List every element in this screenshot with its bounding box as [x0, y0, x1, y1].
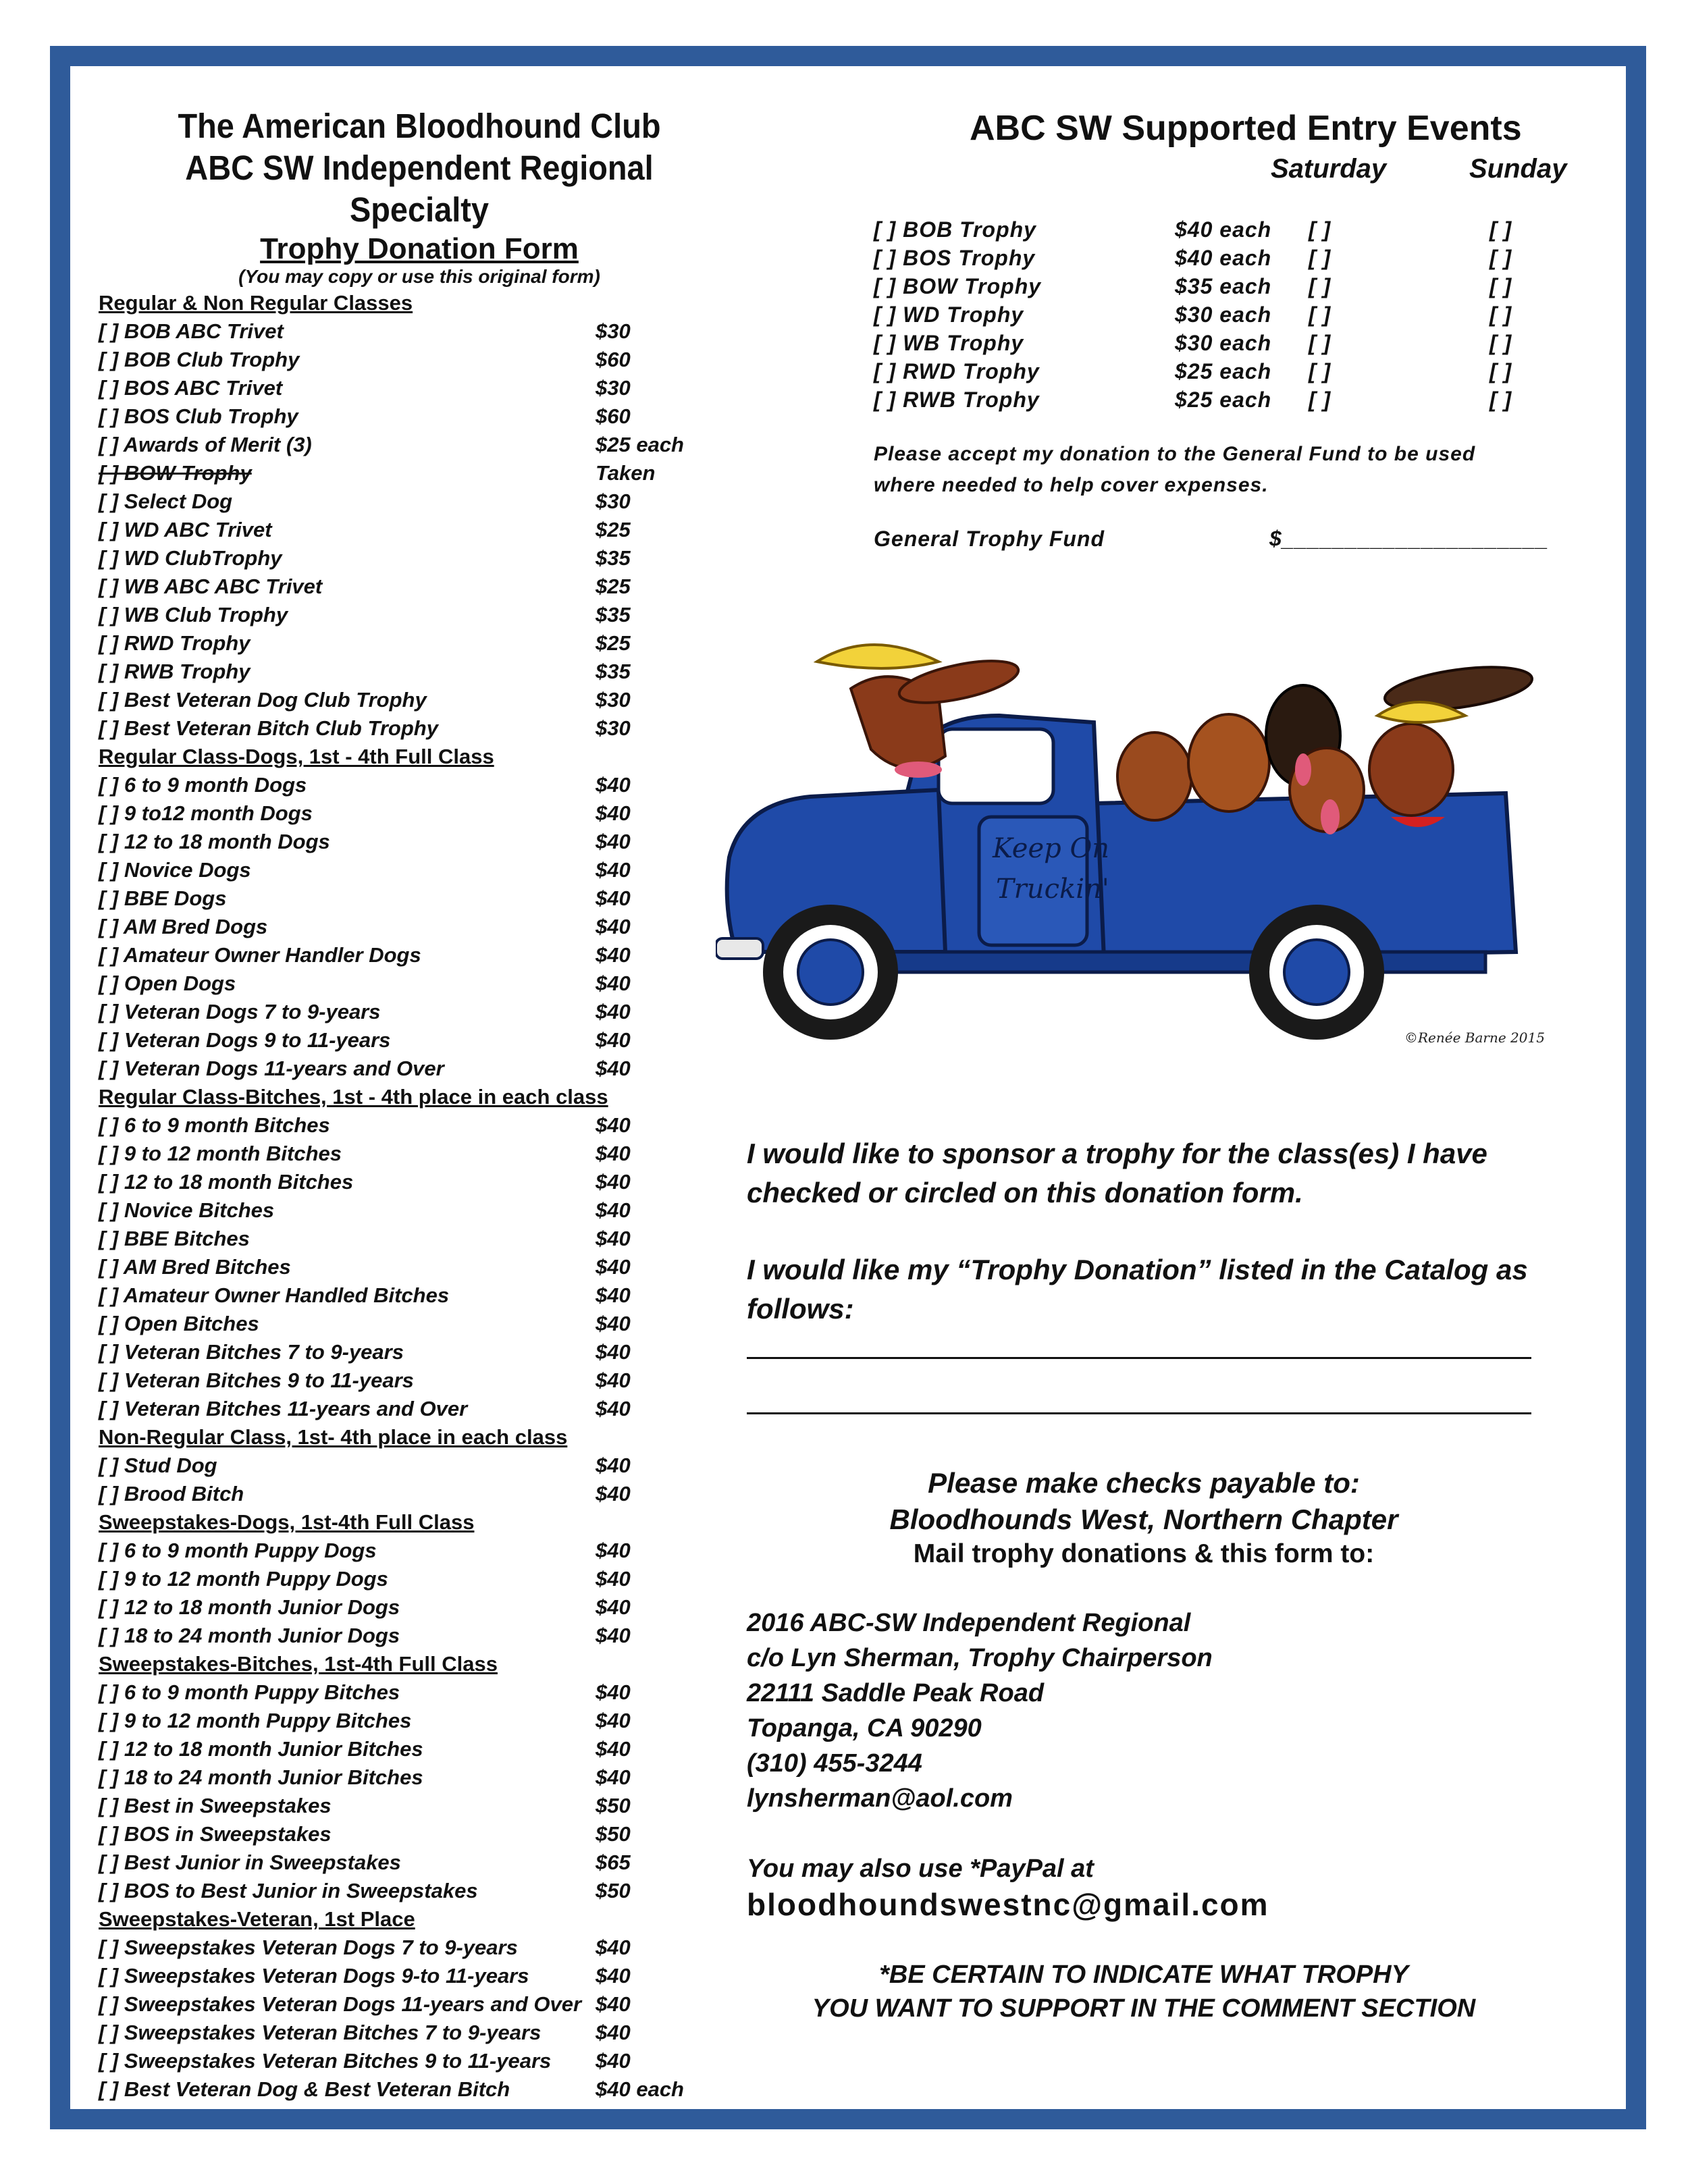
trophy-amount: $40 — [596, 1397, 631, 1420]
paypal-line: You may also use *PayPal at — [747, 1855, 1094, 1883]
trophy-amount: $50 — [596, 1822, 631, 1846]
trophy-label: [ ] 6 to 9 month Bitches — [99, 1113, 330, 1137]
trophy-label: [ ] Stud Dog — [99, 1454, 217, 1477]
trophy-amount: $30 — [596, 376, 631, 400]
trophy-label: [ ] 9 to 12 month Puppy Dogs — [99, 1567, 388, 1591]
trophy-label: [ ] Best Veteran Dog & Best Veteran Bitch — [99, 2077, 510, 2101]
catalog-listing-line-2[interactable] — [747, 1412, 1531, 1414]
trophy-row[interactable] — [99, 1168, 740, 1196]
sunday-header: Sunday — [1469, 154, 1567, 184]
trophy-label: [ ] 12 to 18 month Junior Bitches — [99, 1737, 423, 1761]
section-header: Sweepstakes-Dogs, 1st-4th Full Class — [99, 1510, 475, 1534]
bloodhounds-truck-illustration — [716, 635, 1553, 1067]
trophy-label: [ ] 9 to 12 month Puppy Bitches — [99, 1709, 412, 1732]
saturday-checkbox[interactable]: [ ] — [1309, 274, 1331, 298]
running-board — [810, 952, 1485, 972]
trophy-row[interactable] — [99, 1962, 740, 1990]
trophy-label: [ ] Sweepstakes Veteran Dogs 7 to 9-years — [99, 1936, 518, 1959]
trophy-amount: $40 — [596, 1737, 631, 1761]
trophy-amount: $25 — [596, 575, 631, 598]
event-label: [ ] BOW Trophy — [874, 274, 1042, 298]
form-title: Trophy Donation Form — [260, 232, 579, 265]
trophy-label: [ ] Amateur Owner Handled Bitches — [99, 1283, 450, 1307]
trophy-label: [ ] 12 to 18 month Junior Dogs — [99, 1595, 400, 1619]
trophy-label: [ ] WB Club Trophy — [99, 603, 288, 627]
trophy-amount: $40 — [596, 830, 631, 853]
trophy-label: [ ] Veteran Bitches 11-years and Over — [99, 1397, 468, 1420]
trophy-amount: $40 — [596, 1142, 631, 1165]
trophy-amount: $30 — [596, 716, 631, 740]
sponsor-line-4: follows: — [747, 1293, 854, 1325]
sponsor-line-1: I would like to sponsor a trophy for the class(es) I have — [747, 1138, 1487, 1169]
trophy-label: [ ] Novice Bitches — [99, 1198, 275, 1222]
trophy-amount: $25 — [596, 518, 631, 541]
trophy-amount: $40 — [596, 1595, 631, 1619]
trophy-row[interactable] — [99, 1792, 740, 1820]
trophy-row[interactable] — [99, 1055, 740, 1083]
trophy-amount: $40 — [596, 1964, 631, 1988]
trophy-amount: $50 — [596, 1879, 631, 1902]
trophy-row[interactable] — [99, 941, 740, 969]
trophy-amount: $40 — [596, 971, 631, 995]
trophy-row[interactable] — [99, 884, 740, 913]
trophy-row[interactable] — [99, 1395, 740, 1423]
trophy-amount: $40 — [596, 943, 631, 967]
trophy-row[interactable] — [99, 544, 740, 572]
trophy-amount: $40 — [596, 1312, 631, 1335]
trophy-label: [ ] Amateur Owner Handler Dogs — [99, 943, 421, 967]
trophy-amount: $50 — [596, 1794, 631, 1817]
trophy-label: [ ] BOW Trophy — [99, 461, 252, 485]
trophy-amount: $40 — [596, 886, 631, 910]
trophy-amount: $40 — [596, 1198, 631, 1222]
trophy-amount: $40 — [596, 1624, 631, 1647]
trophy-row[interactable] — [99, 2019, 740, 2047]
sunday-checkbox[interactable]: [ ] — [1489, 302, 1512, 327]
general-fund-amount[interactable]: $_____________________ — [1269, 527, 1549, 551]
section-header: Regular Class-Bitches, 1st - 4th place in each class — [99, 1085, 608, 1109]
trophy-row[interactable] — [99, 317, 740, 346]
trophy-label: [ ] Brood Bitch — [99, 1482, 244, 1506]
trophy-row[interactable] — [99, 828, 740, 856]
trophy-amount: $40 — [596, 2021, 631, 2044]
event-price: $35 each — [1175, 274, 1272, 298]
event-price: $25 each — [1175, 359, 1272, 383]
trophy-label: [ ] BOS to Best Junior in Sweepstakes — [99, 1879, 478, 1902]
trophy-row[interactable] — [99, 1565, 740, 1593]
door-text-truckin: Truckin' — [996, 874, 1109, 905]
trophy-label: [ ] Best Junior in Sweepstakes — [99, 1850, 401, 1874]
trophy-amount: $35 — [596, 546, 631, 570]
saturday-checkbox[interactable]: [ ] — [1309, 388, 1331, 412]
trophy-row[interactable] — [99, 1196, 740, 1225]
event-price: $40 each — [1175, 217, 1272, 242]
trophy-row[interactable] — [99, 1820, 740, 1848]
trophy-row[interactable] — [99, 1877, 740, 1905]
sponsor-line-3: I would like my “Trophy Donation” listed in the Catalog as — [747, 1254, 1528, 1285]
trophy-label: [ ] Veteran Bitches 7 to 9-years — [99, 1340, 404, 1364]
trophy-row[interactable] — [99, 1451, 740, 1480]
trophy-amount: $40 — [596, 858, 631, 882]
trophy-amount: $40 — [596, 1567, 631, 1591]
section-header: Sweepstakes-Veteran, 1st Place — [99, 1907, 415, 1931]
trophy-row[interactable] — [99, 402, 740, 431]
trophy-row[interactable] — [99, 1026, 740, 1055]
trophy-amount: $40 — [596, 1539, 631, 1562]
trophy-row[interactable] — [99, 1934, 740, 1962]
door-text-keep-on: Keep On — [993, 833, 1110, 864]
trophy-list — [99, 289, 740, 2104]
trophy-label: [ ] Best Veteran Bitch Club Trophy — [99, 716, 438, 740]
trophy-amount: $65 — [596, 1850, 631, 1874]
payable-line-3: Mail trophy donations & this form to: — [913, 1539, 1375, 1568]
sunday-checkbox[interactable]: [ ] — [1489, 217, 1512, 242]
saturday-checkbox[interactable]: [ ] — [1309, 331, 1331, 355]
front-wheel-icon — [763, 905, 898, 1040]
address-line-2: c/o Lyn Sherman, Trophy Chairperson — [747, 1644, 1213, 1672]
trophy-amount: $40 — [596, 1113, 631, 1137]
trophy-amount: $40 — [596, 2049, 631, 2073]
front-bumper — [716, 938, 763, 959]
trophy-amount: $35 — [596, 660, 631, 683]
general-fund-label: General Trophy Fund — [874, 527, 1105, 551]
trophy-amount: $40 — [596, 1000, 631, 1023]
trophy-amount: $30 — [596, 319, 631, 343]
trophy-row[interactable] — [99, 1735, 740, 1763]
trophy-label: [ ] BBE Bitches — [99, 1227, 250, 1250]
sponsor-line-2: checked or circled on this donation form. — [747, 1177, 1303, 1208]
trophy-amount: $40 — [596, 1227, 631, 1250]
trophy-row[interactable] — [99, 1990, 740, 2019]
event-label: [ ] WD Trophy — [874, 302, 1024, 327]
trophy-amount: Taken — [596, 461, 656, 485]
trophy-label: [ ] 12 to 18 month Dogs — [99, 830, 330, 853]
trophy-row[interactable] — [99, 431, 740, 459]
trophy-row[interactable] — [99, 1480, 740, 1508]
trophy-amount: $40 — [596, 1368, 631, 1392]
trophy-amount: $40 each — [596, 2077, 684, 2101]
payable-line-1: Please make checks payable to: — [928, 1467, 1360, 1499]
event-price: $25 each — [1175, 388, 1272, 412]
trophy-row[interactable] — [99, 1253, 740, 1281]
trophy-amount: $40 — [596, 1680, 631, 1704]
trophy-label: [ ] BOS in Sweepstakes — [99, 1822, 332, 1846]
trophy-amount: $40 — [596, 1454, 631, 1477]
saturday-checkbox[interactable]: [ ] — [1309, 246, 1331, 270]
trophy-label: [ ] 9 to 12 month Bitches — [99, 1142, 342, 1165]
section-header: Non-Regular Class, 1st- 4th place in each class — [99, 1425, 568, 1449]
address-phone: (310) 455-3244 — [747, 1749, 922, 1778]
trophy-label: [ ] 12 to 18 month Bitches — [99, 1170, 354, 1194]
trophy-row[interactable] — [99, 686, 740, 714]
trophy-row[interactable] — [99, 1707, 740, 1735]
trophy-row[interactable] — [99, 1678, 740, 1707]
saturday-checkbox[interactable]: [ ] — [1309, 302, 1331, 327]
trophy-row[interactable] — [99, 1281, 740, 1310]
address-line-4: Topanga, CA 90290 — [747, 1714, 982, 1742]
trophy-amount: $40 — [596, 801, 631, 825]
trophy-row[interactable] — [99, 1111, 740, 1140]
trophy-row[interactable] — [99, 714, 740, 743]
trophy-amount: $40 — [596, 915, 631, 938]
trophy-amount: $40 — [596, 1936, 631, 1959]
trophy-row[interactable] — [99, 1763, 740, 1792]
trophy-label: [ ] RWD Trophy — [99, 631, 250, 655]
event-label: [ ] BOB Trophy — [874, 217, 1036, 242]
club-title: The American Bloodhound Club — [178, 107, 661, 145]
donation-list-column — [99, 105, 740, 2104]
trophy-label: [ ] Sweepstakes Veteran Bitches 9 to 11-years — [99, 2049, 552, 2073]
event-price: $30 each — [1175, 302, 1272, 327]
trophy-row[interactable] — [99, 2075, 740, 2104]
trophy-row[interactable] — [99, 1225, 740, 1253]
trophy-amount: $40 — [596, 1340, 631, 1364]
trophy-row[interactable] — [99, 572, 740, 601]
trophy-row[interactable] — [99, 374, 740, 402]
trophy-label: [ ] 6 to 9 month Puppy Dogs — [99, 1539, 377, 1562]
trophy-amount: $40 — [596, 1028, 631, 1052]
trophy-label: [ ] BOB ABC Trivet — [99, 319, 284, 343]
trophy-row[interactable] — [99, 2047, 740, 2075]
catalog-listing-line-1[interactable] — [747, 1357, 1531, 1359]
trophy-amount: $40 — [596, 1057, 631, 1080]
trophy-row[interactable] — [99, 856, 740, 884]
event-label: [ ] BOS Trophy — [874, 246, 1036, 270]
trophy-row[interactable] — [99, 799, 740, 828]
trophy-row[interactable] — [99, 771, 740, 799]
trophy-amount: $40 — [596, 773, 631, 797]
trophy-amount: $40 — [596, 1709, 631, 1732]
cab-window — [939, 729, 1053, 803]
trophy-row[interactable] — [99, 658, 740, 686]
trophy-label: [ ] BOS Club Trophy — [99, 404, 298, 428]
trophy-label: [ ] 9 to12 month Dogs — [99, 801, 313, 825]
trophy-row[interactable] — [99, 629, 740, 658]
section-header: Regular Class-Dogs, 1st - 4th Full Class — [99, 745, 494, 768]
saturday-header: Saturday — [1271, 154, 1387, 184]
trophy-amount: $40 — [596, 1170, 631, 1194]
trophy-label: [ ] Sweepstakes Veteran Dogs 11-years and Over — [99, 1992, 582, 2016]
general-fund-note: Please accept my donation to the General Fund to be used where needed to help cover expenses. — [874, 443, 1476, 496]
address-line-1: 2016 ABC-SW Independent Regional — [747, 1609, 1191, 1637]
footer-line-2: YOU WANT TO SUPPORT IN THE COMMENT SECTION — [812, 1994, 1476, 2023]
trophy-amount: $40 — [596, 1992, 631, 2016]
trophy-row[interactable] — [99, 1338, 740, 1366]
trophy-label: [ ] Veteran Dogs 7 to 9-years — [99, 1000, 381, 1023]
saturday-checkbox[interactable]: [ ] — [1309, 217, 1331, 242]
trophy-label: [ ] 6 to 9 month Puppy Bitches — [99, 1680, 400, 1704]
trophy-label: [ ] Open Bitches — [99, 1312, 259, 1335]
trophy-row[interactable] — [99, 1537, 740, 1565]
trophy-label: [ ] Veteran Dogs 11-years and Over — [99, 1057, 444, 1080]
trophy-label: [ ] Open Dogs — [99, 971, 236, 995]
trophy-row[interactable] — [99, 1848, 740, 1877]
trophy-amount: $40 — [596, 1283, 631, 1307]
trophy-label: [ ] WB ABC ABC Trivet — [99, 575, 323, 598]
artist-signature: ©Renée Barne 2015 — [1404, 1030, 1545, 1046]
trophy-amount: $60 — [596, 404, 631, 428]
trophy-label: [ ] Select Dog — [99, 489, 233, 513]
trophy-amount: $25 each — [596, 433, 684, 456]
trophy-row[interactable] — [99, 913, 740, 941]
trophy-amount: $25 — [596, 631, 631, 655]
trophy-row[interactable] — [99, 1310, 740, 1338]
trophy-label: [ ] Sweepstakes Veteran Bitches 7 to 9-years — [99, 2021, 542, 2044]
trophy-row[interactable] — [99, 346, 740, 374]
trophy-row[interactable] — [99, 1622, 740, 1650]
trophy-amount: $40 — [596, 1255, 631, 1279]
saturday-checkbox[interactable]: [ ] — [1309, 359, 1331, 383]
sunday-checkbox[interactable]: [ ] — [1489, 246, 1512, 270]
trophy-label: [ ] 6 to 9 month Dogs — [99, 773, 307, 797]
trophy-row[interactable] — [99, 1593, 740, 1622]
trophy-label: [ ] AM Bred Dogs — [99, 915, 268, 938]
trophy-row[interactable] — [99, 487, 740, 516]
address-email[interactable]: lynsherman@aol.com — [747, 1784, 1013, 1813]
supported-title: ABC SW Supported Entry Events — [970, 109, 1522, 148]
trophy-row[interactable] — [99, 969, 740, 998]
section-header: Regular & Non Regular Classes — [99, 291, 413, 315]
trophy-row[interactable] — [99, 998, 740, 1026]
trophy-amount: $30 — [596, 489, 631, 513]
trophy-label: [ ] Sweepstakes Veteran Dogs 9-to 11-years — [99, 1964, 529, 1988]
rear-wheel-icon — [1249, 905, 1384, 1040]
footer-line-1: *BE CERTAIN TO INDICATE WHAT TROPHY — [879, 1961, 1408, 1989]
trophy-label: [ ] 18 to 24 month Junior Bitches — [99, 1765, 423, 1789]
section-header: Sweepstakes-Bitches, 1st-4th Full Class — [99, 1652, 498, 1676]
trophy-label: [ ] Veteran Bitches 9 to 11-years — [99, 1368, 414, 1392]
trophy-row[interactable] — [99, 516, 740, 544]
trophy-label: [ ] Best in Sweepstakes — [99, 1794, 332, 1817]
specialty-title: ABC SW Independent Regional Specialty — [185, 149, 654, 229]
trophy-amount: $60 — [596, 348, 631, 371]
trophy-label: [ ] Novice Dogs — [99, 858, 251, 882]
sunday-checkbox[interactable]: [ ] — [1489, 388, 1512, 412]
trophy-label: [ ] Best Veteran Dog Club Trophy — [99, 688, 427, 712]
trophy-amount: $40 — [596, 1482, 631, 1506]
event-label: [ ] RWB Trophy — [874, 388, 1040, 412]
trophy-amount: $40 — [596, 1765, 631, 1789]
trophy-label: [ ] RWB Trophy — [99, 660, 250, 683]
trophy-label: [ ] BOB Club Trophy — [99, 348, 300, 371]
trophy-row[interactable] — [99, 601, 740, 629]
sunday-checkbox[interactable]: [ ] — [1489, 359, 1512, 383]
trophy-label: [ ] WD ABC Trivet — [99, 518, 272, 541]
trophy-amount: $35 — [596, 603, 631, 627]
sunday-checkbox[interactable]: [ ] — [1489, 274, 1512, 298]
event-label: [ ] WB Trophy — [874, 331, 1024, 355]
trophy-label: [ ] AM Bred Bitches — [99, 1255, 291, 1279]
trophy-label: [ ] WD ClubTrophy — [99, 546, 282, 570]
trophy-label: [ ] Awards of Merit (3) — [99, 433, 312, 456]
payable-line-2: Bloodhounds West, Northern Chapter — [889, 1503, 1398, 1535]
event-price: $30 each — [1175, 331, 1272, 355]
form-note: (You may copy or use this original form) — [238, 266, 600, 287]
event-label: [ ] RWD Trophy — [874, 359, 1040, 383]
trophy-row[interactable] — [99, 459, 740, 487]
trophy-label: [ ] BBE Dogs — [99, 886, 227, 910]
trophy-row[interactable] — [99, 1140, 740, 1168]
trophy-row[interactable] — [99, 1366, 740, 1395]
event-price: $40 each — [1175, 246, 1272, 270]
paypal-email[interactable]: bloodhoundswestnc@gmail.com — [747, 1887, 1269, 1922]
sunday-checkbox[interactable]: [ ] — [1489, 331, 1512, 355]
trophy-label: [ ] 18 to 24 month Junior Dogs — [99, 1624, 400, 1647]
address-line-3: 22111 Saddle Peak Road — [747, 1679, 1045, 1707]
trophy-amount: $30 — [596, 688, 631, 712]
trophy-label: [ ] Veteran Dogs 9 to 11-years — [99, 1028, 391, 1052]
trophy-label: [ ] BOS ABC Trivet — [99, 376, 283, 400]
